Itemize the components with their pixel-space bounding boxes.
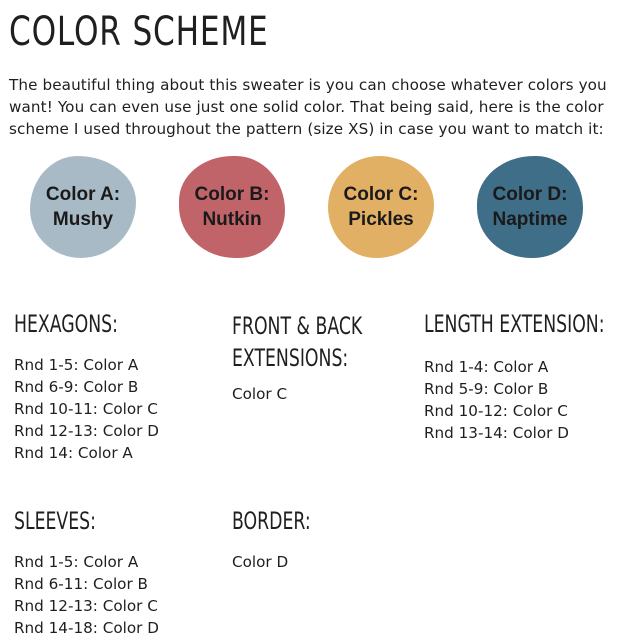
front-back-extensions-section	[232, 310, 413, 405]
list-item: Rnd 10-11: Color C	[14, 400, 158, 418]
hexagons-list	[14, 354, 159, 464]
length-extension-list	[424, 356, 619, 444]
border-section	[232, 505, 341, 573]
length-extension-heading: LENGTH EXTENSION:	[424, 310, 605, 338]
list-item: Rnd 6-11: Color B	[14, 575, 148, 593]
list-item: Rnd 13-14: Color D	[424, 424, 569, 442]
front-back-heading-line1: FRONT & BACK	[232, 312, 363, 340]
list-item: Rnd 5-9: Color B	[424, 380, 549, 398]
hexagons-heading: HEXAGONS:	[14, 310, 118, 338]
list-item: Rnd 10-12: Color C	[424, 402, 568, 420]
front-back-list	[232, 383, 413, 405]
list-item: Color D	[232, 553, 289, 571]
intro-paragraph: The beautiful thing about this sweater is you can choose whatever colors you want! You can even use just one solid color. That being said, here is the color scheme I used throughout the pattern (size XS) in case you want to match it:	[9, 76, 607, 138]
color-a-label: Color A: Mushy	[45, 184, 121, 230]
color-c-swatch	[328, 156, 434, 258]
list-item: Rnd 1-4: Color A	[424, 358, 549, 376]
color-c-label: Color C: Pickles	[343, 184, 419, 230]
sleeves-section	[14, 505, 159, 639]
sleeves-heading: SLEEVES:	[14, 507, 96, 535]
list-item: Rnd 6-9: Color B	[14, 378, 139, 396]
list-item: Rnd 14-18: Color D	[14, 619, 159, 637]
color-d-swatch	[477, 156, 583, 258]
page-title: COLOR SCHEME	[9, 9, 269, 55]
list-item: Rnd 1-5: Color A	[14, 553, 139, 571]
color-b-label: Color B: Nutkin	[194, 184, 270, 230]
length-extension-section	[424, 308, 619, 444]
front-back-heading-line2: EXTENSIONS:	[232, 344, 349, 372]
list-item: Rnd 1-5: Color A	[14, 356, 139, 374]
list-item: Rnd 14: Color A	[14, 444, 133, 462]
list-item: Color C	[232, 385, 288, 403]
list-item: Rnd 12-13: Color D	[14, 422, 159, 440]
border-list	[232, 551, 341, 573]
color-a-swatch	[30, 156, 136, 258]
sleeves-list	[14, 551, 159, 639]
color-d-label: Color D: Naptime	[492, 184, 568, 230]
color-b-swatch	[179, 156, 285, 258]
border-heading: BORDER:	[232, 507, 311, 535]
list-item: Rnd 12-13: Color C	[14, 597, 158, 615]
hexagons-section	[14, 308, 159, 464]
